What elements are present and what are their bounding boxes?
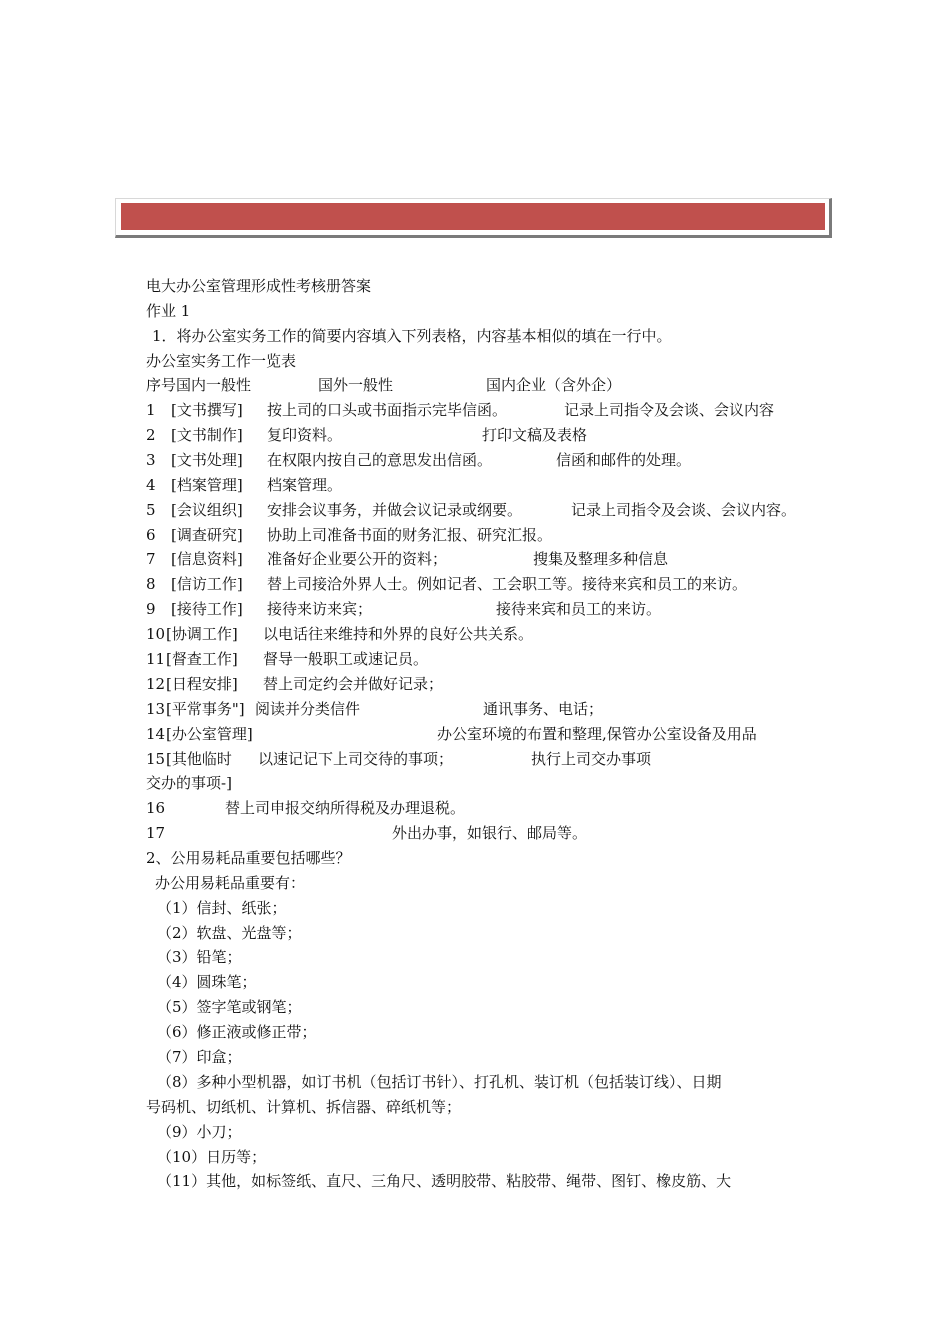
row-foreign: 执行上司交办事项 xyxy=(531,750,652,768)
row-category: [日程安排] xyxy=(166,675,238,693)
row-number: 12 xyxy=(146,675,166,693)
row-foreign: 搜集及整理多种信息 xyxy=(533,550,669,568)
row-domestic: 在权限内按自己的意思发出信函。 xyxy=(267,451,493,469)
row-category: 交办的事项-] xyxy=(146,774,232,792)
row-domestic: 按上司的口头或书面指示完毕信函。 xyxy=(267,401,508,419)
row-number: 5 xyxy=(146,501,156,519)
row-number: 15 xyxy=(146,750,166,768)
row-number: 14 xyxy=(146,725,166,743)
row-category: [协调工作] xyxy=(166,625,238,643)
table-title: 办公室实务工作一览表 xyxy=(146,352,297,370)
row-number: 13 xyxy=(146,700,166,718)
row-domestic: 接待来访来宾； xyxy=(267,600,373,618)
row-domestic: 替上司接洽外界人士。例如记者、工会职工等。接待来宾和员工的来访。 xyxy=(267,575,748,593)
row-foreign: 外出办事，如银行、邮局等。 xyxy=(392,824,588,842)
row-foreign: 记录上司指令及会谈、会议内容 xyxy=(564,401,775,419)
row-domestic: 以速记记下上司交待的事项； xyxy=(258,750,454,768)
answer-intro: 办公用易耗品重要有： xyxy=(155,874,306,892)
row-domestic: 复印资料。 xyxy=(267,426,343,444)
row-foreign: 接待来宾和员工的来访。 xyxy=(496,600,662,618)
row-domestic: 督导一般职工或速记员。 xyxy=(263,650,429,668)
list-item: （5）签字笔或钢笔； xyxy=(157,998,302,1016)
list-item: （9）小刀； xyxy=(157,1123,242,1141)
row-category: [接待工作] xyxy=(171,600,243,618)
row-domestic: 档案管理。 xyxy=(267,476,343,494)
row-number: 3 xyxy=(146,451,156,469)
row-category: [调查研究] xyxy=(171,526,243,544)
row-number: 16 xyxy=(146,799,166,817)
row-number: 8 xyxy=(146,575,156,593)
row-category: [督查工作] xyxy=(166,650,238,668)
row-number: 11 xyxy=(146,650,166,668)
row-domestic: 替上司申报交纳所得税及办理退税。 xyxy=(225,799,466,817)
row-domestic: 协助上司准备书面的财务汇报、研究汇报。 xyxy=(267,526,553,544)
row-category: [档案管理] xyxy=(171,476,243,494)
assignment-heading: 作业 1 xyxy=(146,302,191,320)
table-header-cell: 国外一般性 xyxy=(318,376,394,394)
row-domestic: 替上司定约会并做好记录； xyxy=(263,675,444,693)
row-category: [办公室管理] xyxy=(166,725,253,743)
row-category: [其他临时 xyxy=(166,750,232,768)
table-header-cell: 国内企业（含外企） xyxy=(486,376,622,394)
list-item: （7）印盒； xyxy=(157,1048,242,1066)
list-item: （8）多种小型机器，如订书机（包括订书针）、打孔机、装订机（包括装订线）、日期 xyxy=(157,1073,722,1091)
row-category: [文书制作] xyxy=(171,426,243,444)
row-domestic: 准备好企业要公开的资料； xyxy=(267,550,448,568)
row-category: [信访工作] xyxy=(171,575,243,593)
list-item: （3）铅笔； xyxy=(157,948,242,966)
row-category: [平常事务"] xyxy=(166,700,245,718)
table-header-cell: 序号国内一般性 xyxy=(146,376,252,394)
row-number: 9 xyxy=(146,600,156,618)
row-foreign: 信函和邮件的处理。 xyxy=(556,451,692,469)
row-category: [文书撰写] xyxy=(171,401,243,419)
list-item: （1）信封、纸张； xyxy=(157,899,287,917)
question-2: 2、公用易耗品重要包括哪些？ xyxy=(146,849,351,867)
list-item: （6）修正液或修正带； xyxy=(157,1023,317,1041)
row-domestic: 阅读并分类信件 xyxy=(255,700,361,718)
list-item: （10）日历等； xyxy=(157,1148,267,1166)
list-item-continuation: 号码机、切纸机、计算机、拆信器、碎纸机等； xyxy=(146,1098,462,1116)
row-number: 7 xyxy=(146,550,156,568)
row-number: 2 xyxy=(146,426,156,444)
row-number: 4 xyxy=(146,476,156,494)
row-number: 17 xyxy=(146,824,166,842)
row-foreign: 通讯事务、电话； xyxy=(483,700,604,718)
row-number: 6 xyxy=(146,526,156,544)
row-foreign: 记录上司指令及会谈、会议内容。 xyxy=(571,501,797,519)
row-category: [信息资料] xyxy=(171,550,243,568)
list-item: （4）圆珠笔； xyxy=(157,973,257,991)
question-1: 1．将办公室实务工作的简要内容填入下列表格，内容基本相似的填在一行中。 xyxy=(152,327,672,345)
row-domestic: 以电话往来维持和外界的良好公共关系。 xyxy=(263,625,534,643)
row-foreign: 打印文稿及表格 xyxy=(482,426,588,444)
list-item: （11）其他，如标签纸、直尺、三角尺、透明胶带、粘胶带、绳带、图钉、橡皮筋、大 xyxy=(157,1172,732,1190)
row-number: 1 xyxy=(146,401,156,419)
row-category: [会议组织] xyxy=(171,501,243,519)
document-title: 电大办公室管理形成性考核册答案 xyxy=(146,277,372,295)
list-item: （2）软盘、光盘等； xyxy=(157,924,302,942)
row-category: [文书处理] xyxy=(171,451,243,469)
row-domestic: 安排会议事务，并做会议记录或纲要。 xyxy=(267,501,523,519)
row-number: 10 xyxy=(146,625,166,643)
row-foreign: 办公室环境的布置和整理,保管办公室设备及用品 xyxy=(437,725,757,743)
